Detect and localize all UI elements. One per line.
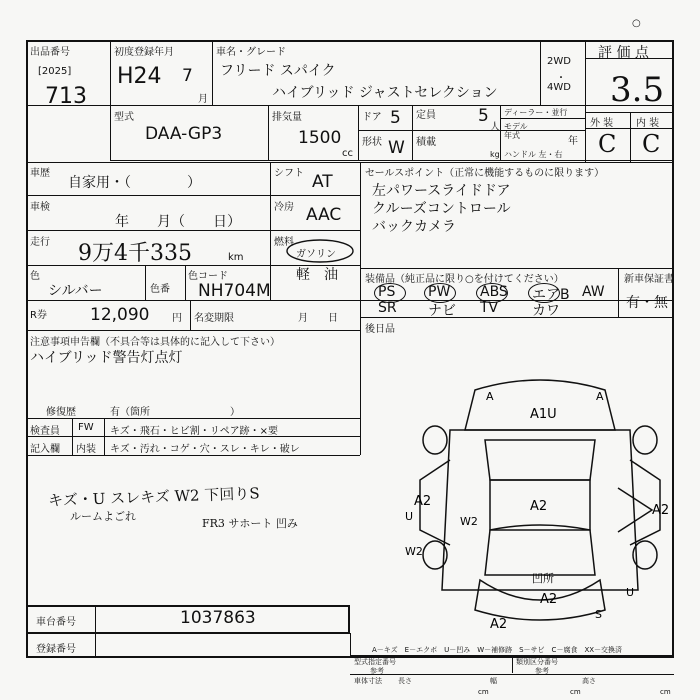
car-name: フリード スパイク [220,63,336,79]
engine-unit: cc [342,148,353,159]
name-change-value: 月 日 [298,313,338,324]
shape-label: 形状 [362,137,382,148]
first-reg-month: 7 [182,66,193,86]
damage-mark: S [595,608,602,621]
equipment-item: TV [480,300,499,316]
lot-label: 出品番号 [30,47,70,58]
equipment-item: AW [582,284,605,300]
size-cm-3: cm [660,688,671,696]
capacity-label: 定員 [416,110,436,121]
size-label: 車体寸法 [354,677,382,685]
inspector-fw: FW [78,422,94,433]
equipment-item: SR [378,300,397,316]
load-unit: kg [490,150,500,159]
inspector-label: 検査員 [30,426,60,437]
handwritten-line-1: キズ・U スレキズ W2 下回りS [47,484,260,510]
handle-label: ハンドル 左・右 [504,150,563,159]
rating-label: 評 価 点 [598,45,649,61]
doors-value: 5 [390,108,401,128]
notes-label: 注意事項申告欄（不具合等は具体的に記入して下さい） [30,337,280,348]
use-label: 車歴 [30,168,50,179]
rating-int-label: 内 装 [636,118,660,129]
rating-score: 3.5 [610,70,665,110]
mileage-label: 走行 [30,237,50,248]
color-code: NH704M [198,281,271,301]
recycle-value: 12,090 [90,305,150,325]
inspection-label: 車検 [30,202,50,213]
car-grade: ハイブリッド ジャストセレクション [272,85,498,101]
warranty-value: 有・無 [626,295,668,311]
corner-mark: ○ [632,18,641,29]
engine-label: 排気量 [272,112,302,123]
capacity-unit: 人 [490,122,500,133]
color-label: 色 [30,271,40,282]
first-reg-label: 初度登録年月 [114,47,174,58]
fuel-diesel: 軽 油 [296,267,338,283]
rating-ext-label: 外 装 [590,118,614,129]
chassis-value: 1037863 [180,608,256,628]
fuel-gasoline: ガソリン [296,249,336,260]
load-label: 積載 [416,137,436,148]
lot-number: 713 [45,84,87,109]
damage-mark: A2 [540,592,558,607]
equipment-item: カワ [532,303,560,319]
repair-label: 修復歴 [46,407,76,418]
damage-diagram [390,370,680,640]
drive-2wd: 2WD [547,56,571,67]
damage-mark: 凹所 [532,572,554,585]
handwritten-line-2: ルームよごれ [70,510,136,523]
use-value: 自家用・（ ） [68,175,201,191]
fuel-circle [284,236,356,266]
repair-value: 有（箇所 ） [110,407,240,418]
damage-mark: A [486,390,494,403]
damage-mark: A2 [530,499,548,514]
damage-mark: A2 [490,617,508,632]
dealer-label: ディーラー・並行 [504,108,568,117]
equipment-label: 装備品（純正品に限り○を付けてください） [365,274,564,285]
name-change-label: 名変期限 [194,313,234,324]
damage-mark: A2 [652,503,670,518]
reg-label: 登録番号 [36,644,76,655]
notes-text: ハイブリッド警告灯点灯 [30,350,183,366]
damage-mark: A1U [530,407,557,422]
equipment-item: PW [428,284,451,300]
shape-value: W [388,138,405,158]
model-no-label: 型式指定番号 [354,658,396,666]
equipment-item: ナビ [428,303,456,319]
damage-mark: W2 [460,515,478,528]
class-no-label: 類別区分番号 [516,658,558,666]
mileage-value: 9万4千335 [78,241,192,266]
damage-mark: U [626,586,635,599]
ref-label-1: 参考 [370,667,384,675]
damage-mark: A2 [414,494,432,509]
sales-point-2: クルーズコントロール [372,201,511,217]
size-width: 幅 [490,677,497,685]
capacity-value: 5 [478,106,489,126]
size-height: 高さ [582,677,596,685]
handwritten-line-3: FR3 サホート 凹み [202,517,298,530]
rear-seat-label: 後日品 [365,324,395,335]
model-year-label: モデル年式 [504,122,528,140]
equipment-item: ABS [480,284,508,300]
model-year-unit: 年 [568,136,578,147]
inspector-label-2: 記入欄 [30,444,60,455]
legend-text: A－キズ E－エクボ U－凹み W－補修跡 S－サビ C－腐食 XX－交換済 [372,646,623,654]
equipment-item: エアB [532,287,570,303]
model-label: 型式 [114,112,134,123]
rating-ext: C [598,130,617,158]
sales-point-3: バックカメラ [372,219,456,235]
mileage-unit: km [228,252,244,263]
fuel-label: 燃料 [274,237,294,248]
ac-value: AAC [306,205,342,225]
color-code-label: 色コード [188,271,228,282]
first-reg-era: H24 [117,64,162,89]
first-reg-month-unit: 月 [198,94,208,105]
damage-mark: A [596,390,604,403]
drive-4wd: 4WD [547,82,571,93]
recycle-unit: 円 [172,313,182,324]
damage-mark: W2 [405,545,423,558]
equipment-item: PS [378,284,396,300]
drive-dot: ・ [556,73,566,84]
warranty-label: 新車保証書 [624,274,674,285]
damage-mark: U [405,510,414,523]
inspector-interior: 内装 [76,444,96,455]
shift-label: シフト [274,168,304,179]
car-label: 車名・グレード [216,47,286,58]
color-value: シルバー [48,283,103,299]
lot-year: [2025] [38,66,72,77]
inspector-ext-scale: キズ・飛石・ヒビ割・リペア跡・×要 [110,426,278,437]
shift-value: AT [312,172,333,192]
model-value: DAA-GP3 [145,124,223,144]
ac-label: 冷房 [274,202,294,213]
chassis-label: 車台番号 [36,617,76,628]
rating-int: C [642,130,661,158]
sales-point-1: 左パワースライドドア [372,183,511,199]
inspector-int-scale: キズ・汚れ・コゲ・穴・スレ・キレ・破レ [110,444,300,455]
size-cm-2: cm [570,688,581,696]
ref-label-2: 参考 [535,667,549,675]
size-cm-1: cm [478,688,489,696]
inspection-value: 年 月（ 日） [115,214,241,230]
color-no-label: 色番 [150,284,170,295]
recycle-label: R券 [30,310,47,321]
doors-label: ドア [362,112,382,123]
sales-points-label: セールスポイント（正常に機能するものに限ります） [365,168,605,179]
size-length: 長さ [398,677,412,685]
engine-value: 1500 [298,128,342,148]
